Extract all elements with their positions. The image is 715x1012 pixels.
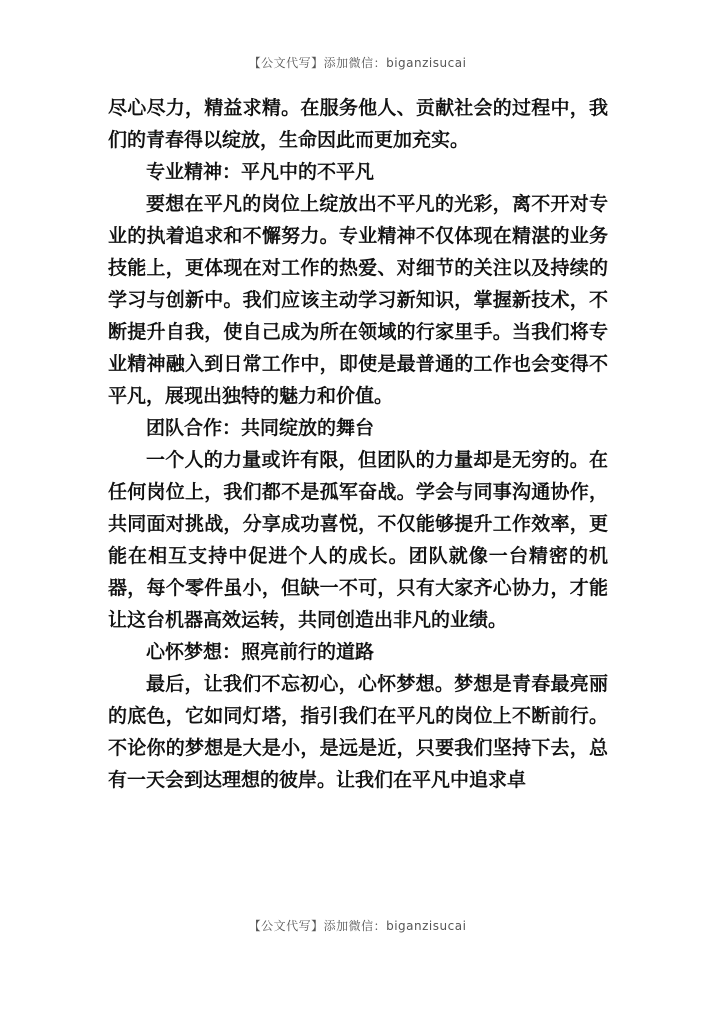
document-body <box>108 92 608 796</box>
paragraph-dreams: 最后，让我们不忘初心，心怀梦想。梦想是青春最亮丽的底色，它如同灯塔，指引我们在平凡的岗位上不断前行。不论你的梦想是大是小，是远是近，只要我们坚持下去，总有一天会到达理想的彼岸。让我们在平凡中追求卓 <box>108 673 608 791</box>
paragraph-teamwork: 一个人的力量或许有限，但团队的力量却是无穷的。在任何岗位上，我们都不是孤军奋战。学会与同事沟通协作，共同面对挑战，分享成功喜悦，不仅能够提升工作效率，更能在相互支持中促进个人的成长。团队就像一台精密的机器，每个零件虽小，但缺一不可，只有大家齐心协力，才能让这台机器高效运转，共同创造出非凡的业绩。 <box>108 449 608 631</box>
paragraph-professionalism: 要想在平凡的岗位上绽放出不平凡的光彩，离不开对专业的执着追求和不懈努力。专业精神不仅体现在精湛的业务技能上，更体现在对工作的热爱、对细节的关注以及持续的学习与创新中。我们应该主动学习新知识，掌握新技术，不断提升自我，使自己成为所在领域的行家里手。当我们将专业精神融入到日常工作中，即使是最普通的工作也会变得不平凡，展现出独特的魅力和价值。 <box>108 193 608 407</box>
paragraph-continuation: 尽心尽力，精益求精。在服务他人、贡献社会的过程中，我们的青春得以绽放，生命因此而更加充实。 <box>108 97 608 151</box>
section-heading-dreams: 心怀梦想：照亮前行的道路 <box>146 641 375 663</box>
page-header-watermark: 【公文代写】添加微信：biganzisucai <box>248 56 467 70</box>
section-heading-professionalism: 专业精神：平凡中的不平凡 <box>146 161 375 183</box>
section-heading-teamwork: 团队合作：共同绽放的舞台 <box>146 417 375 439</box>
page-footer-watermark: 【公文代写】添加微信：biganzisucai <box>248 919 467 933</box>
